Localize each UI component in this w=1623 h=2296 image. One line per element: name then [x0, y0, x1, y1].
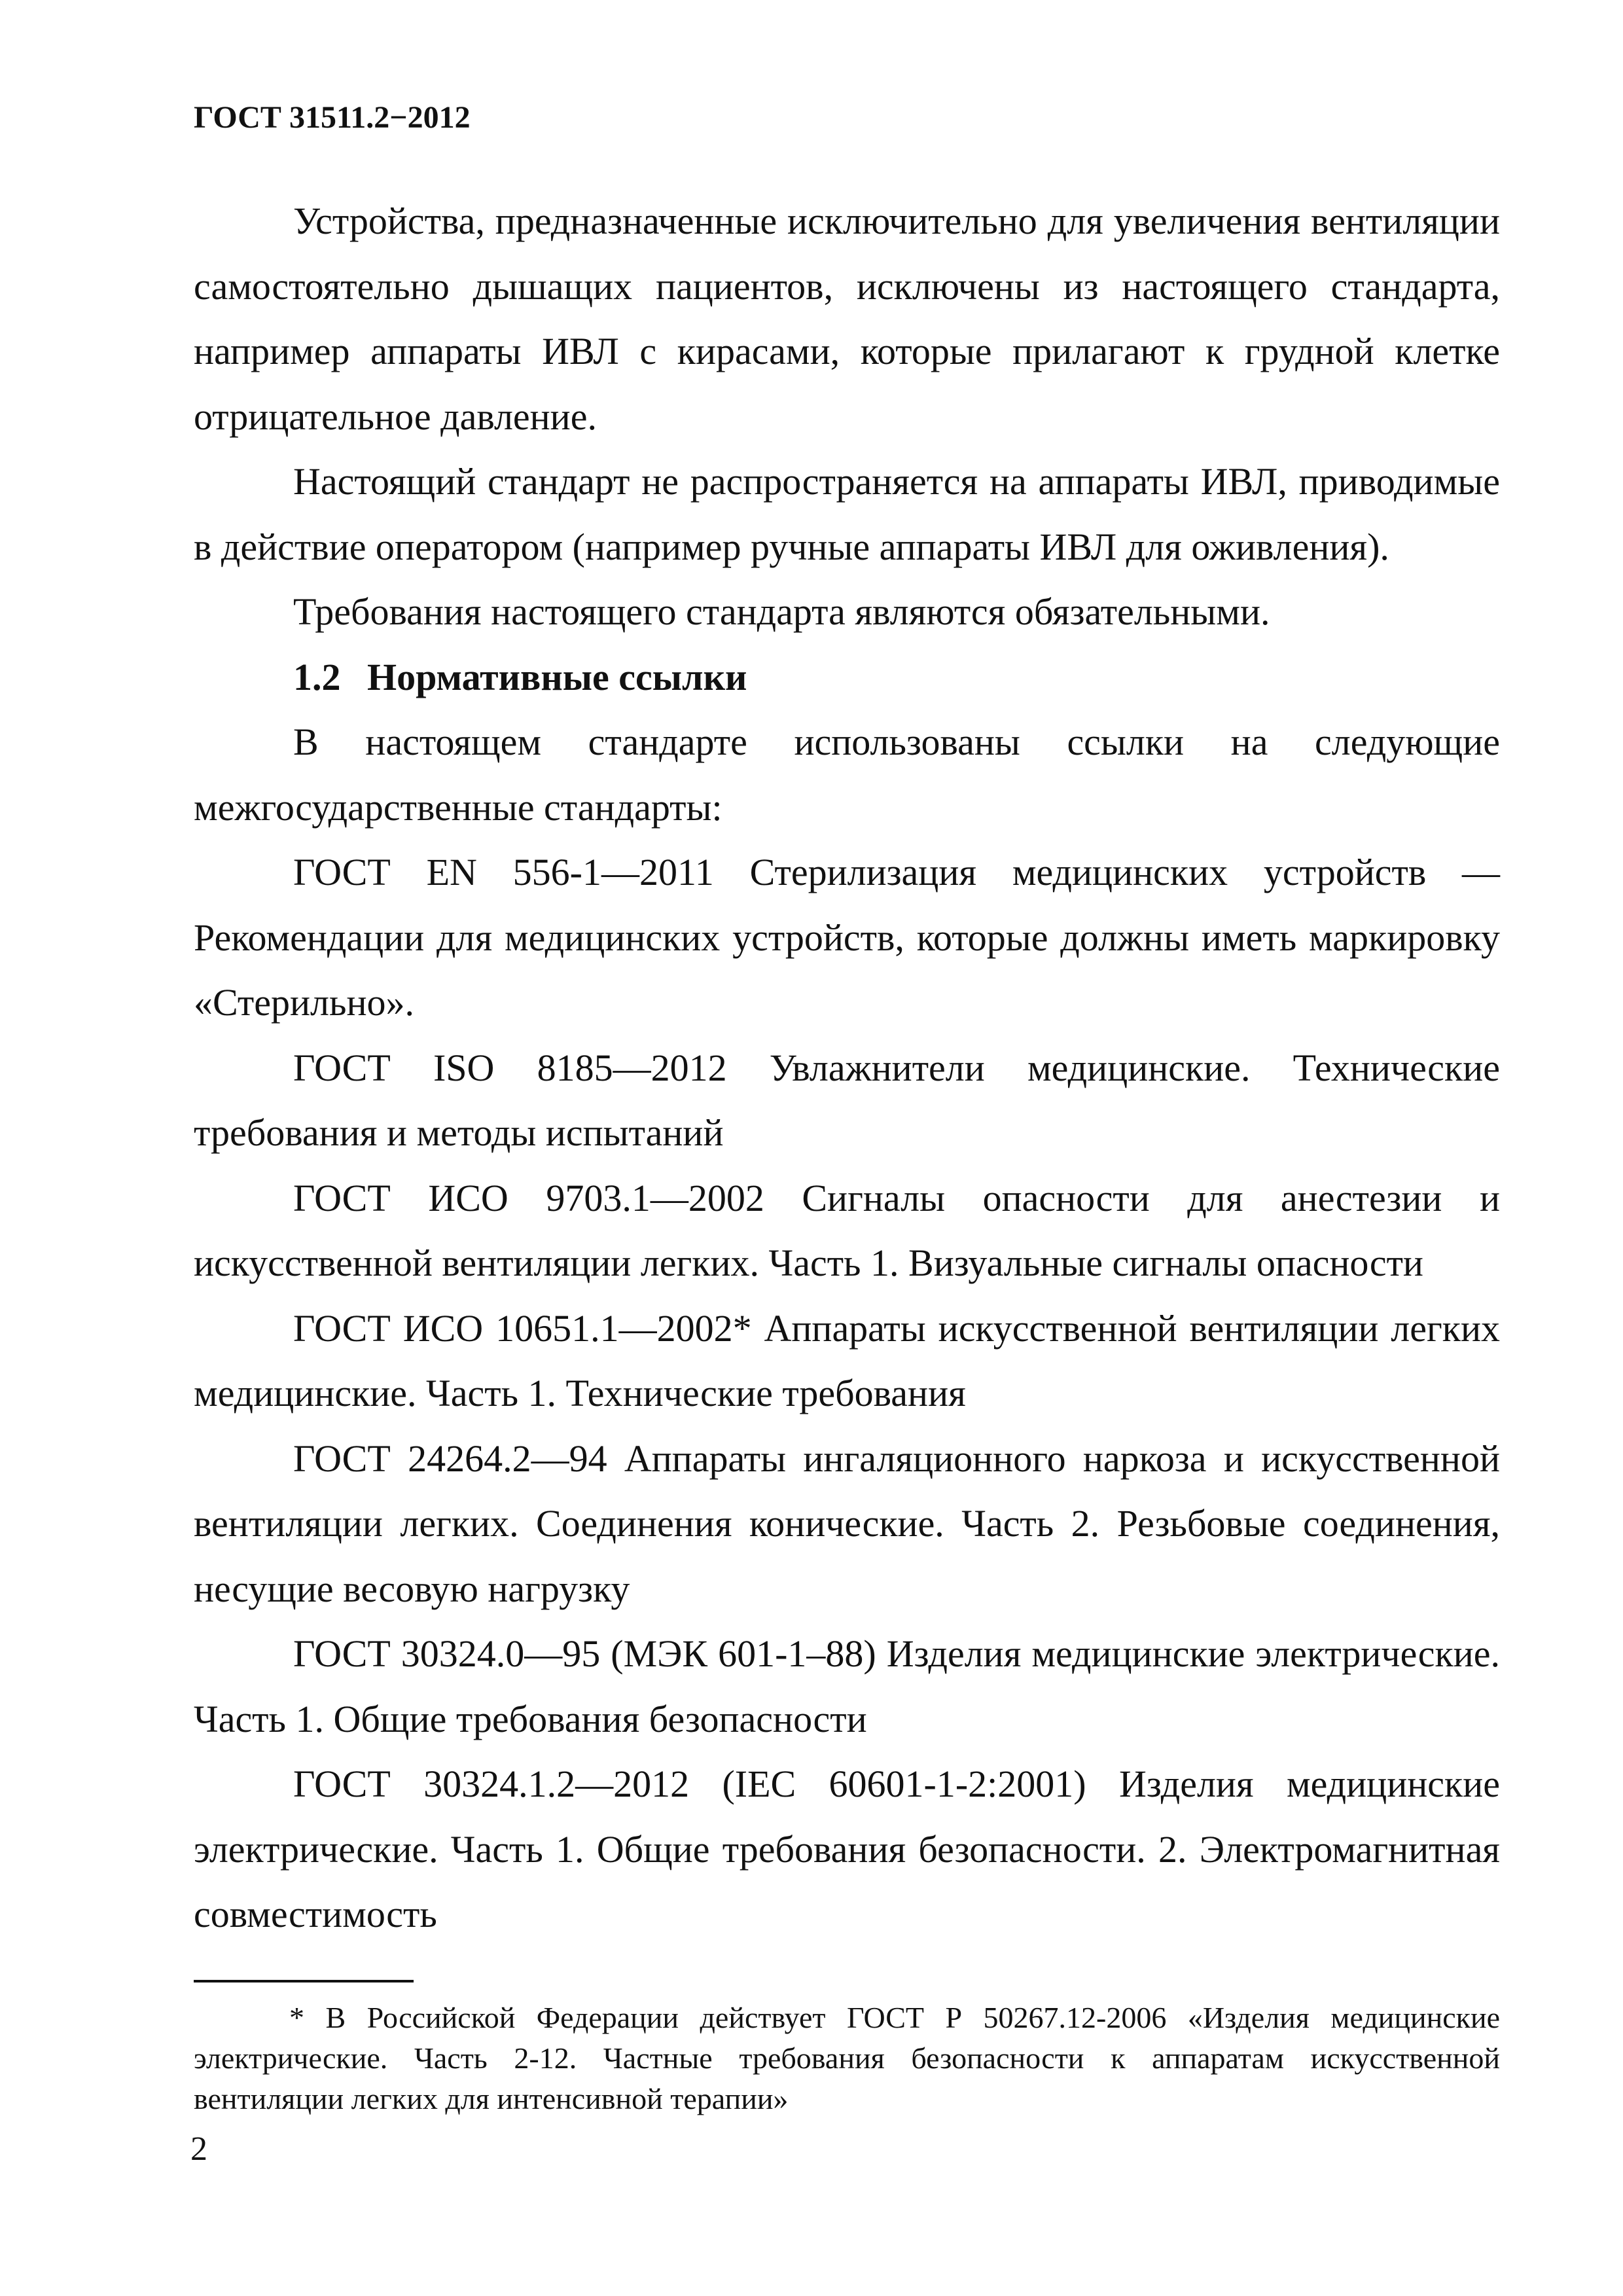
paragraph: Требования настоящего стандарта являются обязательными.: [293, 590, 1270, 633]
paragraph: Устройства, предназначенные исключительно для увеличения вентиляции самостоятельно дышащих пациентов, исключены из настоящего стандарта, например аппараты ИВЛ с кирасами, которые прилагают к грудной клетке отрицательное давление.: [194, 200, 1500, 438]
paragraph: Настоящий стандарт не распространяется на аппараты ИВЛ, приводимые в действие оператором (например ручные аппараты ИВЛ для оживления).: [194, 460, 1500, 568]
reference-item: ГОСТ 30324.0—95 (МЭК 601-1–88) Изделия медицинские электрические. Часть 1. Общие требования безопасности: [194, 1632, 1500, 1740]
section-title: Нормативные ссылки: [367, 655, 747, 698]
references-intro: В настоящем стандарте использованы ссылки на следующие межгосударственные стандарты:: [194, 721, 1500, 829]
reference-item: ГОСТ EN 556-1—2011 Стерилизация медицинских устройств — Рекомендации для медицинских устройств, которые должны иметь маркировку «Стерильно».: [194, 851, 1500, 1024]
reference-item: ГОСТ ИСО 9703.1—2002 Сигналы опасности для анестезии и искусственной вентиляции легких. Часть 1. Визуальные сигналы опасности: [194, 1176, 1500, 1284]
reference-item: ГОСТ 24264.2—94 Аппараты ингаляционного наркоза и искусственной вентиляции легких. Соединения конические. Часть 2. Резьбовые соединения, несущие весовую нагрузку: [194, 1437, 1500, 1610]
reference-item: ГОСТ ISO 8185—2012 Увлажнители медицинские. Технические требования и методы испытаний: [194, 1046, 1500, 1154]
document-header: ГОСТ 31511.2−2012: [194, 100, 471, 135]
footnote: * В Российской Федерации действует ГОСТ Р 50267.12-2006 «Изделия медицинские электрические. Часть 2-12. Частные требования безопасности к аппаратам искусственной вентиляции легких для интенсивной терапии»: [194, 2001, 1500, 2115]
document-body: [194, 188, 1500, 1947]
reference-item: ГОСТ ИСО 10651.1—2002* Аппараты искусственной вентиляции легких медицинские. Часть 1. Технические требования: [194, 1306, 1500, 1414]
reference-item: ГОСТ 30324.1.2—2012 (IEC 60601-1-2:2001) Изделия медицинские электрические. Часть 1. Общие требования безопасности. 2. Электромагнитная совместимость: [194, 1763, 1500, 1935]
page-number: 2: [190, 2130, 207, 2168]
section-heading: [194, 645, 1500, 710]
section-number: 1.2: [293, 655, 341, 698]
footnote-divider: [194, 1980, 414, 1982]
